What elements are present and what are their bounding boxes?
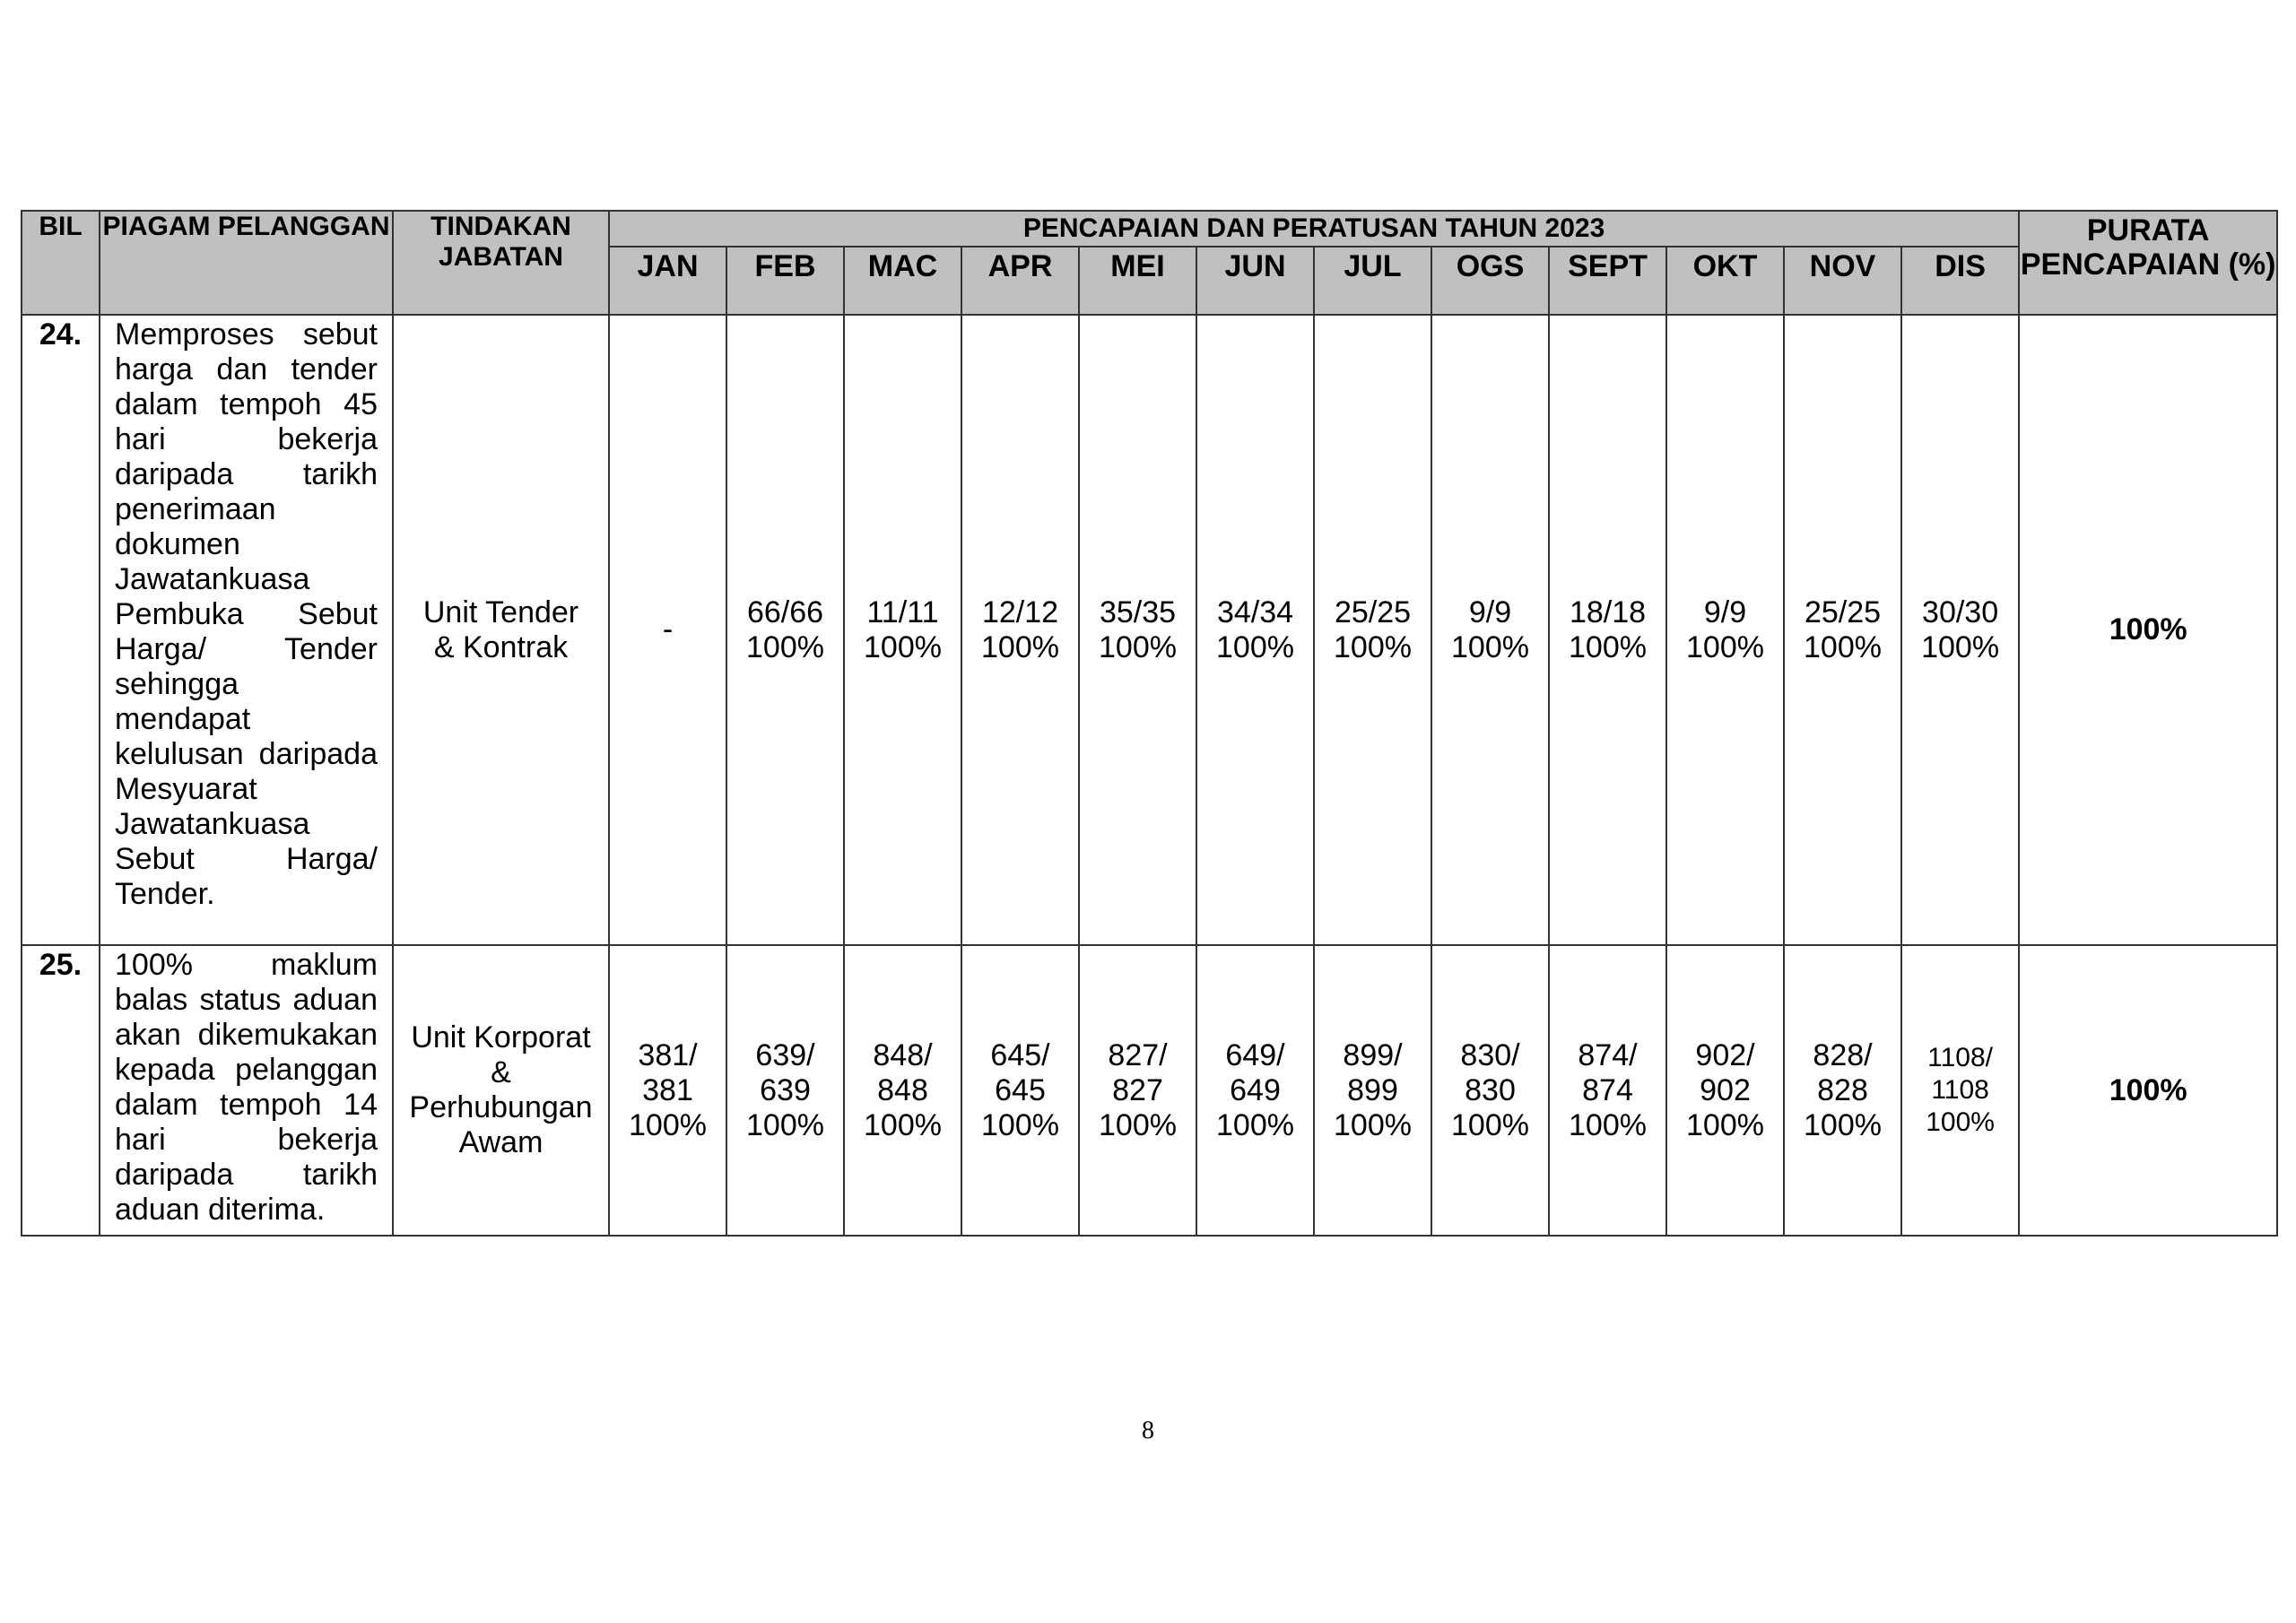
purata-value: 100% bbox=[2019, 945, 2277, 1236]
month-value-line: 100% bbox=[1921, 629, 2000, 664]
month-value-line: 100% bbox=[981, 1107, 1059, 1142]
table-row bbox=[22, 945, 2277, 1236]
month-value-line: 100% bbox=[1451, 629, 1529, 664]
month-value bbox=[1549, 945, 1666, 1236]
page-number: 8 bbox=[1142, 1417, 1154, 1445]
month-value bbox=[1079, 945, 1196, 1236]
month-value bbox=[1666, 315, 1784, 945]
header-month: NOV bbox=[1784, 247, 1901, 315]
month-value-line: 100% bbox=[864, 1107, 942, 1142]
month-value bbox=[609, 945, 726, 1236]
month-value bbox=[1666, 945, 1784, 1236]
month-value-line: 100% bbox=[1216, 1107, 1294, 1142]
table-row bbox=[22, 315, 2277, 945]
month-value bbox=[1431, 945, 1549, 1236]
month-value-line: 100% bbox=[746, 629, 824, 664]
header-month: OGS bbox=[1431, 247, 1549, 315]
month-value-line: 381/ bbox=[638, 1037, 698, 1072]
tindakan-cell bbox=[393, 315, 609, 945]
month-value-line: - bbox=[662, 612, 674, 647]
month-value bbox=[1079, 315, 1196, 945]
month-value-line: 100% bbox=[629, 1107, 707, 1142]
header-tindakan: TINDAKAN JABATAN bbox=[393, 211, 609, 315]
month-value-line: 100% bbox=[1686, 629, 1764, 664]
header-purata: PURATA PENCAPAIAN (%) bbox=[2019, 211, 2277, 315]
month-value bbox=[844, 315, 961, 945]
month-value-line: 848/ bbox=[873, 1037, 933, 1072]
month-value bbox=[726, 945, 844, 1236]
month-value-line: 848 bbox=[877, 1072, 928, 1107]
tindakan-line: Awam bbox=[458, 1125, 544, 1159]
month-value bbox=[726, 315, 844, 945]
month-value bbox=[1196, 945, 1314, 1236]
month-value-line: 827/ bbox=[1108, 1037, 1168, 1072]
month-value-line: 649/ bbox=[1225, 1037, 1285, 1072]
month-value-line: 639 bbox=[760, 1072, 811, 1107]
month-value-line: 899 bbox=[1347, 1072, 1398, 1107]
header-pencapaian: PENCAPAIAN DAN PERATUSAN TAHUN 2023 bbox=[609, 211, 2019, 247]
month-value-line: 100% bbox=[1451, 1107, 1529, 1142]
month-value-line: 1108/ bbox=[1927, 1043, 1994, 1072]
month-value-line: 66/66 bbox=[746, 595, 824, 629]
piagam-text: 100% maklum balas status aduan akan dikemukakan kepada pelanggan dalam tempoh 14 hari bekerja daripada tarikh aduan diterima. bbox=[100, 945, 393, 1236]
tindakan-line: & bbox=[491, 1055, 511, 1089]
month-value bbox=[1549, 315, 1666, 945]
month-value bbox=[961, 945, 1079, 1236]
month-value-line: 100% bbox=[1804, 629, 1882, 664]
header-month: MEI bbox=[1079, 247, 1196, 315]
month-value-line: 100% bbox=[1099, 629, 1177, 664]
header-month: MAC bbox=[844, 247, 961, 315]
month-value-line: 902 bbox=[1700, 1072, 1751, 1107]
month-value-line: 100% bbox=[1334, 1107, 1412, 1142]
month-value bbox=[1314, 945, 1431, 1236]
month-value bbox=[1784, 945, 1901, 1236]
tindakan-line: & Kontrak bbox=[433, 629, 569, 664]
header-month: JUL bbox=[1314, 247, 1431, 315]
header-month: OKT bbox=[1666, 247, 1784, 315]
month-value-line: 649 bbox=[1230, 1072, 1281, 1107]
month-value bbox=[1901, 945, 2019, 1236]
header-month: FEB bbox=[726, 247, 844, 315]
tindakan-cell bbox=[393, 945, 609, 1236]
month-value-line: 100% bbox=[746, 1107, 824, 1142]
month-value-line: 25/25 bbox=[1334, 595, 1412, 629]
month-value-line: 902/ bbox=[1695, 1037, 1755, 1072]
month-value-line: 645 bbox=[995, 1072, 1046, 1107]
month-value-line: 9/9 bbox=[1468, 595, 1512, 629]
row-number: 25. bbox=[22, 945, 100, 1236]
month-value-line: 35/35 bbox=[1099, 595, 1177, 629]
month-value bbox=[609, 315, 726, 945]
month-value-line: 1108 bbox=[1931, 1075, 1989, 1105]
month-value-line: 100% bbox=[1926, 1107, 1995, 1137]
header-month: JUN bbox=[1196, 247, 1314, 315]
month-value bbox=[1784, 315, 1901, 945]
tindakan-line: Perhubungan bbox=[409, 1090, 593, 1124]
achievement-table bbox=[21, 210, 2278, 1237]
month-value-line: 828 bbox=[1817, 1072, 1868, 1107]
header-month: DIS bbox=[1901, 247, 2019, 315]
month-value-line: 100% bbox=[1686, 1107, 1764, 1142]
header-piagam: PIAGAM PELANGGAN bbox=[100, 211, 393, 315]
month-value-line: 100% bbox=[1216, 629, 1294, 664]
table-header bbox=[22, 211, 2277, 315]
month-value-line: 11/11 bbox=[866, 595, 939, 629]
month-value bbox=[1901, 315, 2019, 945]
month-value-line: 100% bbox=[1569, 1107, 1647, 1142]
header-month: SEPT bbox=[1549, 247, 1666, 315]
month-value bbox=[1314, 315, 1431, 945]
month-value-line: 645/ bbox=[990, 1037, 1050, 1072]
month-value-line: 830 bbox=[1465, 1072, 1516, 1107]
month-value-line: 100% bbox=[1334, 629, 1412, 664]
month-value-line: 874 bbox=[1582, 1072, 1633, 1107]
month-value-line: 100% bbox=[1099, 1107, 1177, 1142]
month-value-line: 100% bbox=[1569, 629, 1647, 664]
month-value-line: 874/ bbox=[1578, 1037, 1638, 1072]
month-value-line: 34/34 bbox=[1216, 595, 1294, 629]
month-value-line: 381 bbox=[642, 1072, 693, 1107]
month-value bbox=[844, 945, 961, 1236]
month-value-line: 100% bbox=[864, 629, 942, 664]
month-value-line: 25/25 bbox=[1804, 595, 1882, 629]
month-value bbox=[961, 315, 1079, 945]
header-month: APR bbox=[961, 247, 1079, 315]
month-value-line: 100% bbox=[1804, 1107, 1882, 1142]
purata-value: 100% bbox=[2019, 315, 2277, 945]
header-month: JAN bbox=[609, 247, 726, 315]
piagam-text: Memproses sebut harga dan tender dalam tempoh 45 hari bekerja daripada tarikh penerimaan dokumen Jawatankuasa Pembuka Sebut Harga/ Tender sehingga mendapat kelulusan daripada Mesyuarat Jawatankuasa Sebut Harga/ Tender. bbox=[100, 315, 393, 945]
month-value-line: 899/ bbox=[1343, 1037, 1403, 1072]
month-value bbox=[1431, 315, 1549, 945]
row-number: 24. bbox=[22, 315, 100, 945]
month-value bbox=[1196, 315, 1314, 945]
month-value-line: 828/ bbox=[1813, 1037, 1873, 1072]
tindakan-line: Unit Tender bbox=[422, 595, 579, 629]
month-value-line: 830/ bbox=[1460, 1037, 1520, 1072]
month-value-line: 18/18 bbox=[1569, 595, 1647, 629]
tindakan-line: Unit Korporat bbox=[411, 1020, 591, 1055]
month-value-line: 30/30 bbox=[1922, 595, 1999, 629]
month-value-line: 12/12 bbox=[981, 595, 1059, 629]
header-bil: BIL bbox=[22, 211, 100, 315]
month-value-line: 827 bbox=[1112, 1072, 1163, 1107]
month-value-line: 100% bbox=[981, 629, 1059, 664]
month-value-line: 9/9 bbox=[1703, 595, 1747, 629]
month-value-line: 639/ bbox=[755, 1037, 815, 1072]
